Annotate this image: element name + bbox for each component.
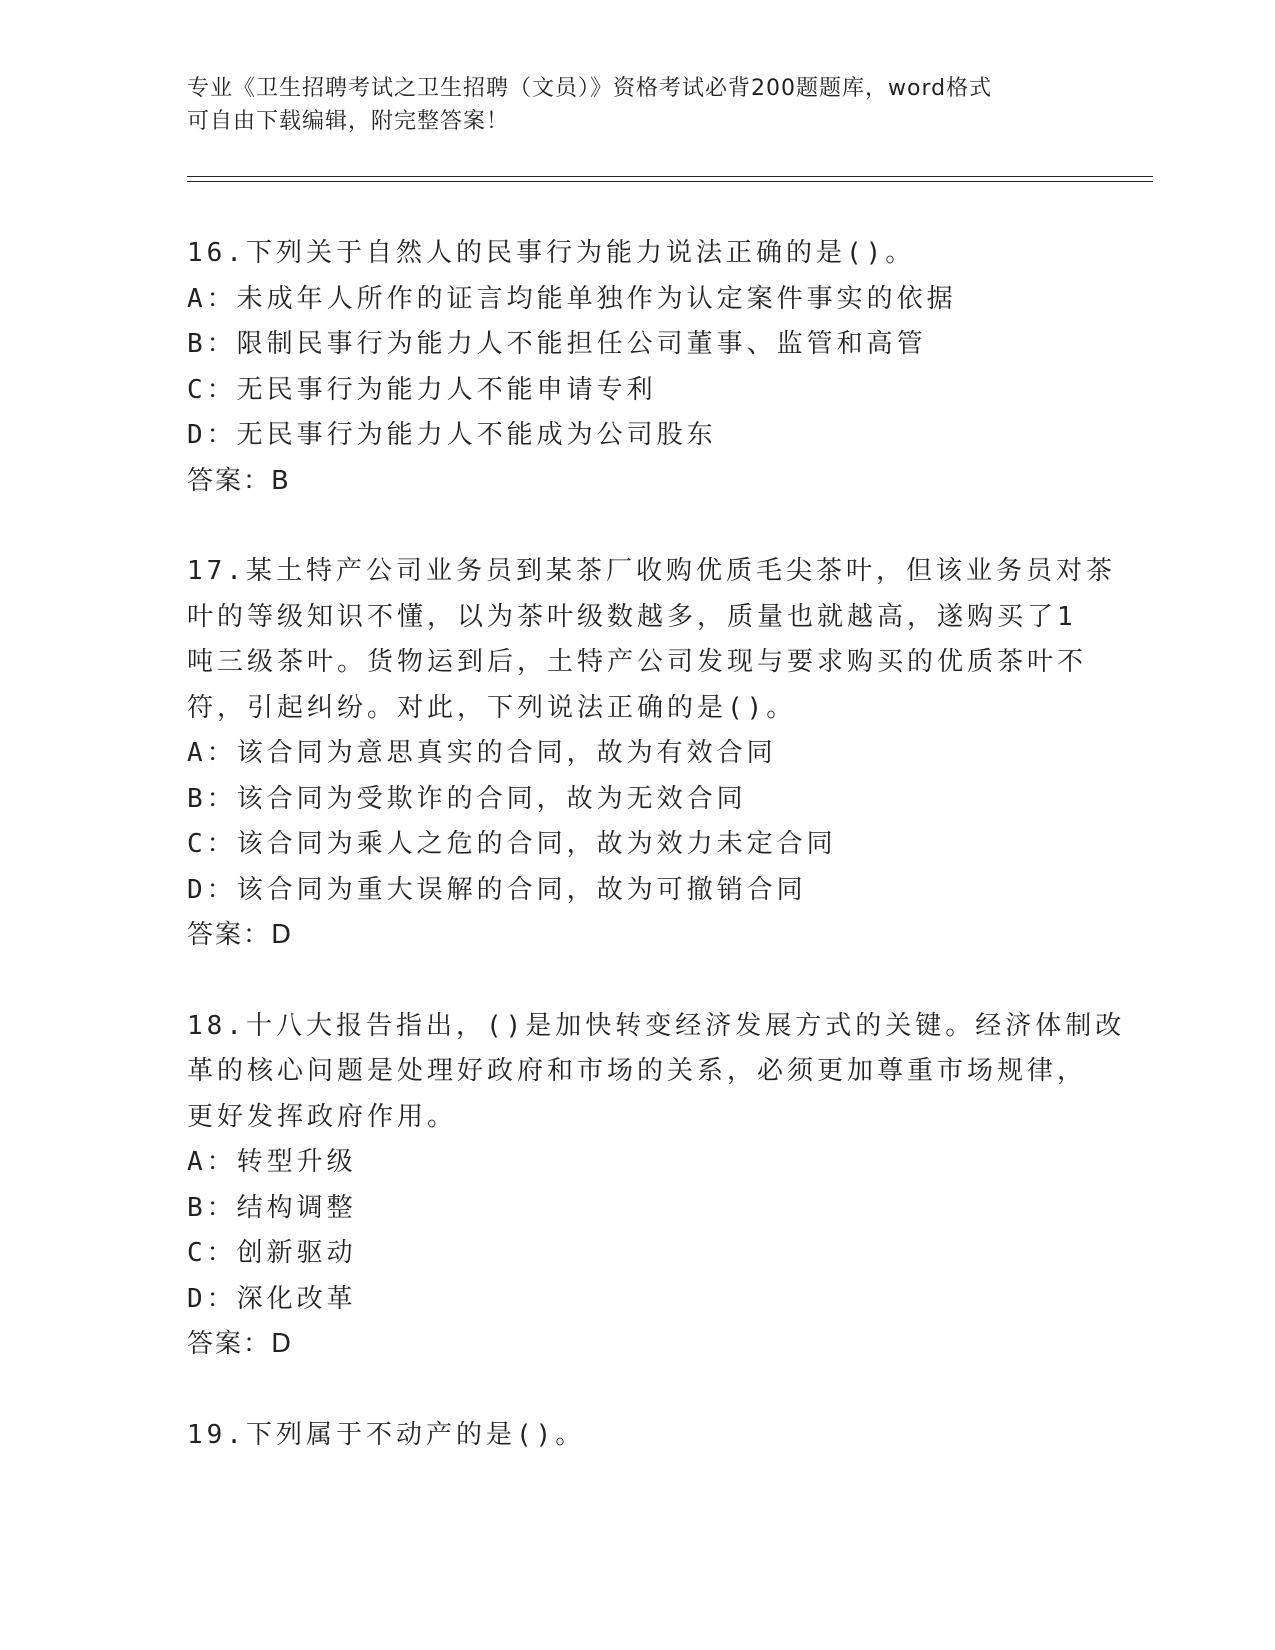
option-d: D：深化改革 <box>187 1283 357 1314</box>
option-b: B：限制民事行为能力人不能担任公司董事、监管和高管 <box>187 329 927 359</box>
question-18 <box>187 1004 1126 1368</box>
question-stem <box>187 1413 1087 1459</box>
option-a: A：转型升级 <box>187 1147 357 1177</box>
option-c: C：无民事行为能力人不能申请专利 <box>187 374 657 405</box>
question-stem <box>187 231 1087 277</box>
question-stem <box>187 549 1116 731</box>
answer-line: 答案：B <box>187 465 291 496</box>
question-stem-line: 16.下列关于自然人的民事行为能力说法正确的是()。 <box>187 238 916 268</box>
option-d: D：该合同为重大误解的合同，故为可撤销合同 <box>187 874 807 905</box>
header-divider-bottom <box>187 181 1153 182</box>
question-16 <box>187 231 1087 504</box>
option-c: C：该合同为乘人之危的合同，故为效力未定合同 <box>187 829 837 859</box>
question-list <box>187 231 1126 1503</box>
answer-line: 答案：D <box>187 920 294 950</box>
question-stem-line: 18.十八大报告指出，()是加快转变经济发展方式的关键。经济体制改 <box>187 1010 1126 1041</box>
question-stem-line: 革的核心问题是处理好政府和市场的关系，必须更加尊重市场规律， <box>187 1056 1088 1086</box>
option-a: A：该合同为意思真实的合同，故为有效合同 <box>187 738 777 768</box>
question-17 <box>187 549 1116 959</box>
document-header <box>187 72 1087 138</box>
question-stem-line: 符，引起纠纷。对此，下列说法正确的是()。 <box>187 692 797 723</box>
question-19 <box>187 1413 1087 1459</box>
question-stem-line: 19.下列属于不动产的是()。 <box>187 1419 586 1450</box>
question-stem-line: 吨三级茶叶。货物运到后，土特产公司发现与要求购买的优质茶叶不 <box>187 647 1088 677</box>
option-b: B：结构调整 <box>187 1192 357 1223</box>
option-c: C：创新驱动 <box>187 1238 357 1268</box>
answer-line: 答案：D <box>187 1329 294 1359</box>
header-line: 专业《卫生招聘考试之卫生招聘（文员）》资格考试必背200题题库，word格式 <box>187 76 993 101</box>
option-d: D：无民事行为能力人不能成为公司股东 <box>187 420 717 450</box>
question-stem-line: 17.某土特产公司业务员到某茶厂收购优质毛尖茶叶，但该业务员对茶 <box>187 556 1116 586</box>
option-a: A：未成年人所作的证言均能单独作为认定案件事实的依据 <box>187 283 957 314</box>
header-line: 可自由下载编辑，附完整答案！ <box>187 109 510 134</box>
question-stem <box>187 1004 1126 1141</box>
option-b: B：该合同为受欺诈的合同，故为无效合同 <box>187 783 747 814</box>
header-divider-top <box>187 176 1153 177</box>
question-stem-line: 叶的等级知识不懂，以为茶叶级数越多，质量也就越高，遂购买了1 <box>187 601 1077 632</box>
question-stem-line: 更好发挥政府作用。 <box>187 1101 458 1132</box>
